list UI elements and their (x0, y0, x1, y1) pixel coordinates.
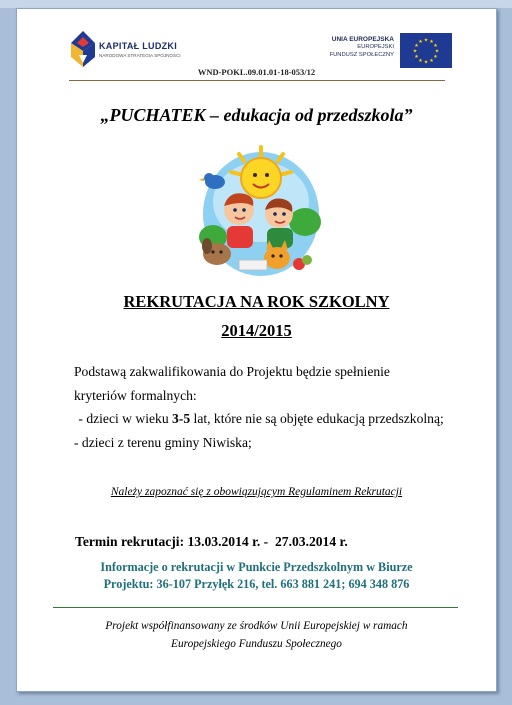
svg-text:★: ★ (434, 48, 440, 55)
project-code: WND-POKL.09.01.01-18-053/12 (197, 67, 316, 77)
svg-text:★: ★ (429, 38, 434, 45)
contact-info-line-1: Informacje o rekrutacji w Punkcie Przedszkolnym w Biurze (100, 560, 413, 574)
regulation-note: Należy zapoznać się z obowiązującym Regulaminem Rekrutacji (110, 486, 403, 498)
boy-icon (224, 193, 254, 248)
header-divider (69, 80, 445, 81)
svg-text:★: ★ (414, 42, 419, 49)
window-top-strip (0, 0, 512, 8)
criterion-age-pre: - dzieci w wieku (75, 411, 173, 426)
svg-text:★: ★ (423, 59, 429, 66)
svg-text:★: ★ (414, 54, 419, 60)
criterion-age-range: 3-5 (172, 411, 191, 426)
funding-footer-line-1: Projekt współfinansowany ze środków Unii Europejskiej w ramach (105, 620, 408, 632)
recruitment-dates: Termin rekrutacji: 13.03.2014 r. - 27.03.2014 r. (75, 534, 348, 549)
svg-text:★: ★ (418, 38, 423, 45)
footer-divider (53, 607, 458, 608)
eu-flag-icon (400, 33, 452, 68)
criterion-age (74, 407, 494, 431)
eu-line-1: UNIA EUROPEJSKA (331, 36, 394, 43)
contact-info (17, 559, 496, 593)
criterion-age-post: lat, które nie są objęte edukacją przedszkolną; (190, 411, 444, 426)
eu-line-2: EUROPEJSKI (357, 44, 394, 50)
svg-text:★: ★ (433, 54, 438, 60)
kapital-ludzki-title: KAPITAŁ LUDZKI (99, 41, 178, 51)
children-sun-illustration (195, 142, 323, 277)
school-year: 2014/2015 (221, 321, 292, 340)
eligibility-line-2: kryteriów formalnych: (74, 387, 197, 403)
svg-text:★: ★ (423, 37, 429, 44)
svg-text:★: ★ (412, 48, 418, 55)
criterion-residence: - dzieci z terenu gminy Niwiska; (74, 434, 252, 450)
eligibility-text (74, 360, 494, 454)
eu-line-3: FUNDUSZ SPOŁECZNY (329, 51, 394, 58)
contact-info-line-2: Projektu: 36-107 Przyłęk 216, tel. 663 881 241; 694 348 876 (103, 577, 410, 591)
recruitment-heading: REKRUTACJA NA ROK SZKOLNY (123, 292, 390, 311)
eligibility-line-1: Podstawą zakwalifikowania do Projektu będzie spełnienie (74, 364, 390, 379)
svg-text:★: ★ (418, 58, 423, 64)
funding-footer-line-2: Europejskiego Funduszu Społecznego (171, 638, 342, 650)
svg-text:★: ★ (429, 58, 434, 64)
kapital-ludzki-emblem-icon (69, 29, 97, 69)
document-page (16, 8, 497, 692)
svg-text:★: ★ (433, 42, 438, 49)
project-title: „PUCHATEK – edukacja od przedszkola” (100, 105, 413, 125)
kapital-ludzki-subtitle: NARODOWA STRATEGIA SPÓJNOŚCI (99, 53, 181, 58)
funding-footer (17, 617, 496, 653)
eu-logo-text (330, 35, 394, 59)
